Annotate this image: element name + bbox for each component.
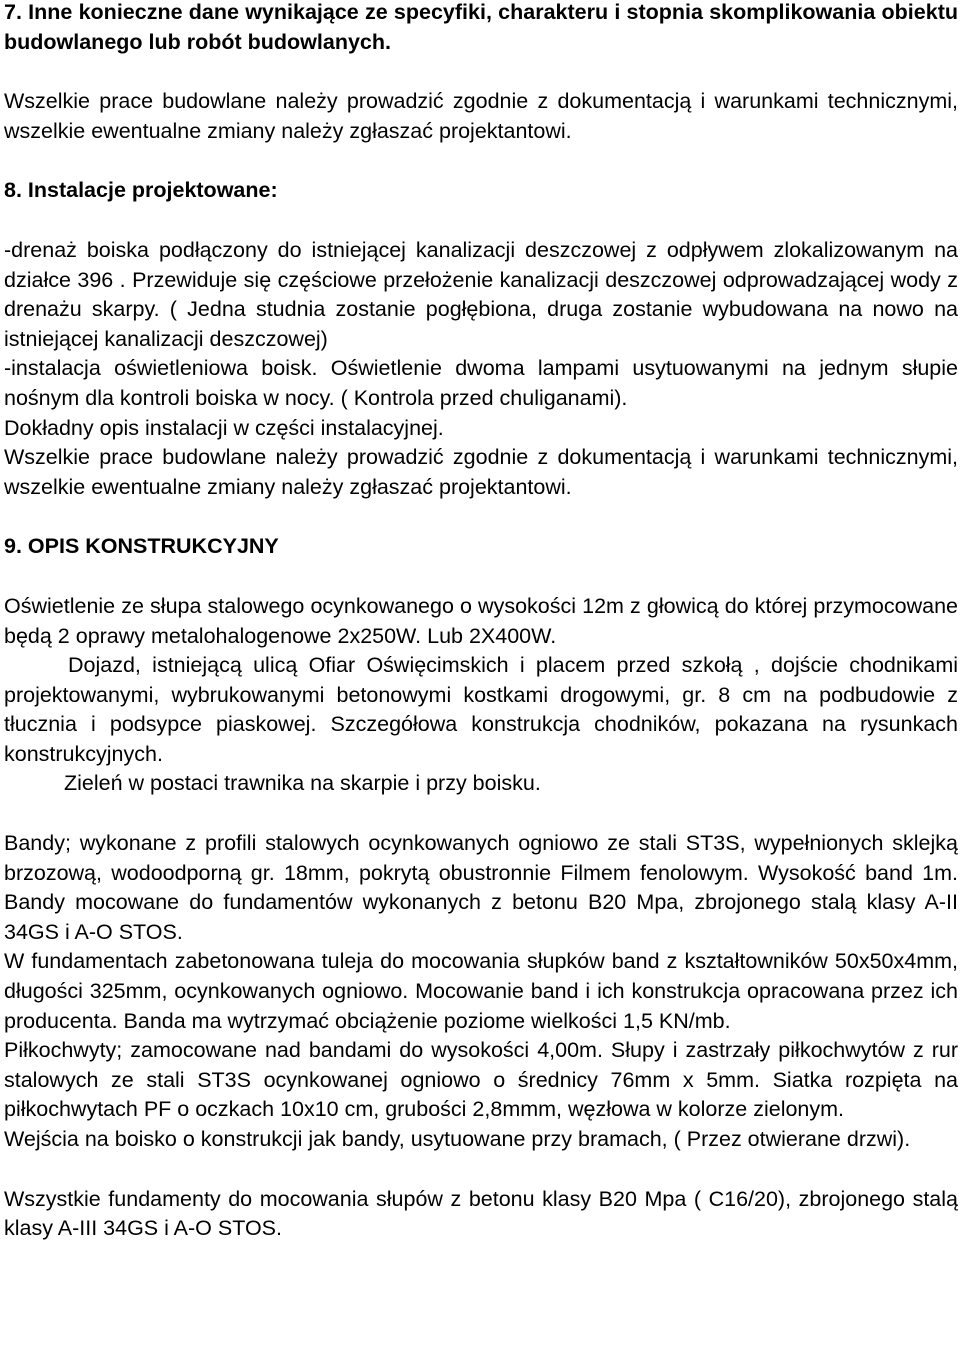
section-9-access [4,651,958,769]
section-9-heading: 9. OPIS KONSTRUKCYJNY [4,534,279,559]
section-8-heading: 8. Instalacje projektowane: [4,178,278,203]
section-9-foundations: W fundamentach zabetonowana tuleja do mocowania słupków band z kształtowników 50x50x4mm, długości 325mm, ocynkowanych ogniowo. Mocowanie band i ich konstrukcja opracowana przez ich producenta. Banda ma wytrzymać obciążenie poziome wielkości 1,5 KN/mb. [4,949,958,1033]
section-8-paragraph: Wszelkie prace budowlane należy prowadzić zgodnie z dokumentacją i warunkami technicznymi, wszelkie ewentualne zmiany należy zgłaszać projektantowi. [4,445,958,499]
section-9-ballcatchers: Piłkochwyty; zamocowane nad bandami do wysokości 4,00m. Słupy i zastrzały piłkochwytów z rur stalowych ze stali ST3S ocynkowanej ogniowo o średnicy 76mm x 5mm. Siatka rozpięta na piłkochwytach PF o oczkach 10x10 cm, grubości 2,8mmm, węzłowa w kolorze zielonym. [4,1038,958,1122]
section-9-pole: Oświetlenie ze słupa stalowego ocynkowanego o wysokości 12m z głowicą do której przymocowane będą 2 oprawy metalohalogenowe 2x250W. Lub 2X400W. [4,593,958,648]
section-9-access-text: Dojazd, istniejącą ulicą Ofiar Oświęcimskich i placem przed szkołą , dojście chodnikami projektowanymi, wybrukowanymi betonowymi kostkami drogowymi, gr. 8 cm na podbudowie z tłucznia i podsypce piaskowej. Szczegółowa konstrukcja chodników, pokazana na rysunkach konstrukcyjnych. [4,653,958,766]
section-9-greenery-text: Zieleń w postaci trawnika na skarpie i przy boisku. [64,771,541,796]
section-8-drainage: -drenaż boiska podłączony do istniejącej kanalizacji deszczowej z odpływem zlokalizowanym na działce 396 . Przewiduje się częściowe przełożenie kanalizacji deszczowej odprowadzającej wody z drenażu skarpy. ( Jedna studnia zostanie pogłębiona, druga zostanie wybudowana na nowo na istniejącej kanalizacji deszczowej) [4,237,958,351]
section-9-all-foundations: Wszystkie fundamenty do mocowania słupów z betonu klasy B20 Mpa ( C16/20), zbrojonego stalą klasy A-III 34GS i A-O STOS. [4,1186,958,1241]
section-9-greenery [4,769,958,799]
section-7-heading: 7. Inne konieczne dane wynikające ze specyfiki, charakteru i stopnia skomplikowania obiektu budowlanego lub robót budowlanych. [4,0,958,54]
section-7-paragraph: Wszelkie prace budowlane należy prowadzić zgodnie z dokumentacją i warunkami technicznymi, wszelkie ewentualne zmiany należy zgłaszać projektantowi. [4,89,958,143]
section-9-entrances: Wejścia na boisko o konstrukcji jak bandy, usytuowane przy bramach, ( Przez otwierane drzwi). [4,1127,911,1151]
section-8-details: Dokładny opis instalacji w części instalacyjnej. [4,415,444,440]
document-page [4,0,958,1244]
section-8-lighting: -instalacja oświetleniowa boisk. Oświetlenie dwoma lampami usytuowanymi na jednym słupie nośnym dla kontroli boiska w nocy. ( Kontrola przed chuliganami). [4,356,958,410]
section-9-bands: Bandy; wykonane z profili stalowych ocynkowanych ogniowo ze stali ST3S, wypełnionych sklejką brzozową, wodoodporną gr. 18mm, pokrytą obustronnie Filmem fenolowym. Wysokość band 1m. Bandy mocowane do fundamentów wykonanych z betonu B20 Mpa, zbrojonego stalą klasy A-II 34GS i A-O STOS. [4,831,958,944]
